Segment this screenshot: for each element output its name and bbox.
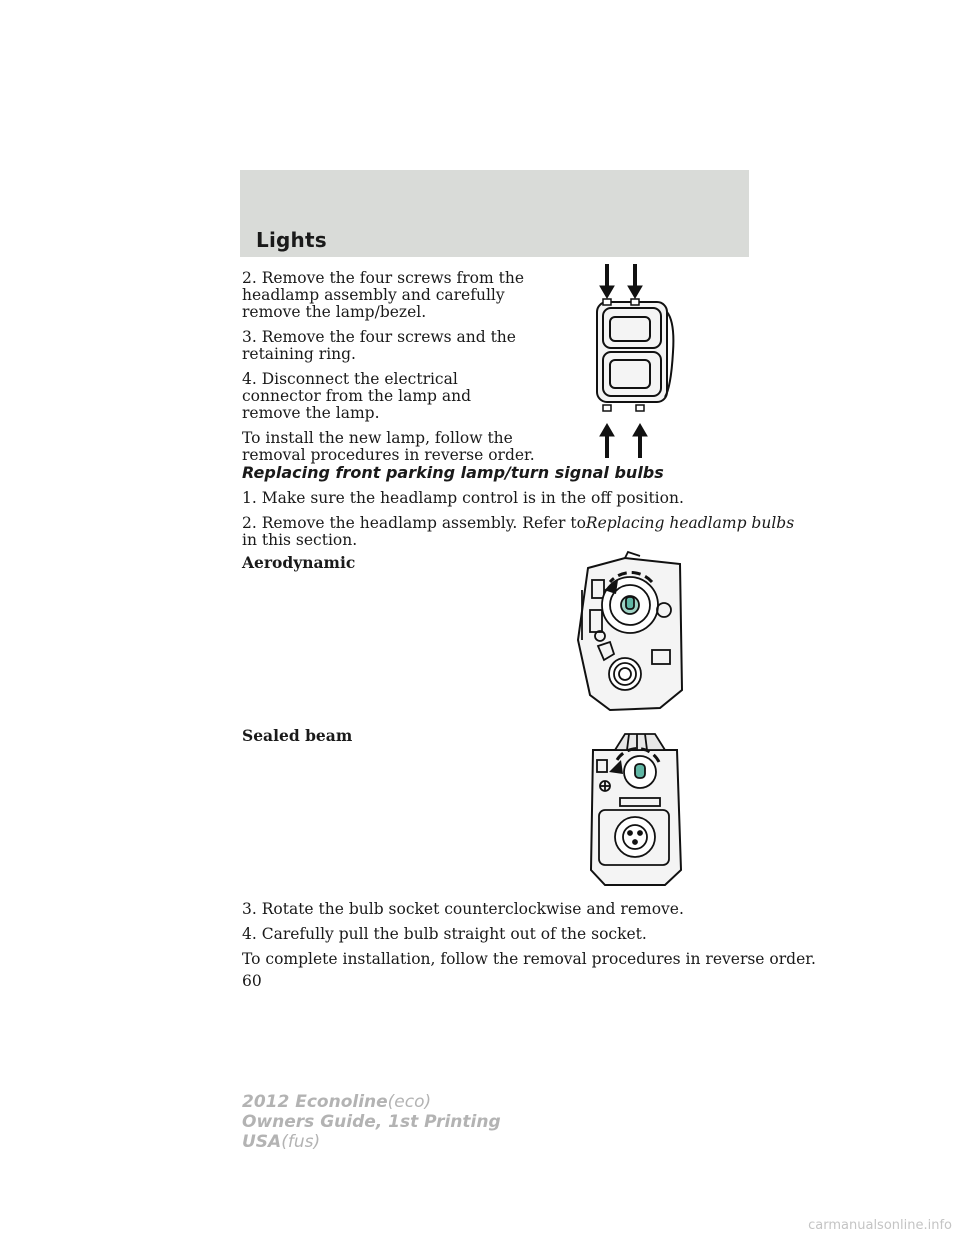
step3-line1: 3. Remove the four screws and the bbox=[242, 328, 516, 346]
watermark: carmanualsonline.info bbox=[808, 1218, 952, 1233]
footer-region: USA bbox=[242, 1132, 282, 1152]
subheading-parking-lamp: Replacing front parking lamp/turn signal bulbs bbox=[242, 463, 664, 482]
footer-line-3 bbox=[242, 1132, 501, 1152]
headlamp-screws-figure bbox=[585, 262, 685, 462]
sealed-beam-lamp-figure bbox=[585, 730, 685, 886]
instruction-reinstall: To complete installation, follow the removal procedures in reverse order. bbox=[242, 950, 816, 968]
footer-line-2: Owners Guide, 1st Printing bbox=[242, 1112, 501, 1132]
step4-line1: 4. Disconnect the electrical bbox=[242, 370, 458, 388]
instruction-step-4: 4. Carefully pull the bulb straight out of the socket. bbox=[242, 925, 647, 943]
instruction-step-1: 1. Make sure the headlamp control is in the off position. bbox=[242, 489, 684, 507]
document-footer bbox=[242, 1092, 501, 1152]
section-title: Lights bbox=[256, 228, 327, 252]
step4-line2: connector from the lamp and bbox=[242, 387, 472, 405]
instruction-step-3: 3. Rotate the bulb socket counterclockwise and remove. bbox=[242, 900, 684, 918]
step2-line1: 2. Remove the four screws from the bbox=[242, 269, 524, 287]
step4-line3: remove the lamp. bbox=[242, 404, 380, 422]
label-aerodynamic: Aerodynamic bbox=[242, 553, 356, 572]
install-line1: To install the new lamp, follow the bbox=[242, 429, 513, 447]
cross-reference-link: Replacing headlamp bulbs bbox=[585, 514, 795, 532]
step2-text: 2. Remove the headlamp assembly. Refer to bbox=[242, 514, 586, 532]
footer-region-code: (fus) bbox=[281, 1132, 321, 1152]
footer-model-code: (eco) bbox=[387, 1092, 432, 1112]
aerodynamic-lamp-figure bbox=[570, 550, 685, 718]
page-number: 60 bbox=[242, 972, 262, 990]
step3-line2: retaining ring. bbox=[242, 345, 356, 363]
footer-line-1 bbox=[242, 1092, 501, 1112]
step2-line2: headlamp assembly and carefully bbox=[242, 286, 505, 304]
footer-model: 2012 Econoline bbox=[242, 1092, 388, 1112]
section-header bbox=[240, 170, 749, 257]
instruction-step-2-cont: in this section. bbox=[242, 531, 358, 549]
instruction-step-2 bbox=[242, 515, 794, 532]
step2-line3: remove the lamp/bezel. bbox=[242, 303, 427, 321]
label-sealed-beam: Sealed beam bbox=[242, 726, 353, 745]
install-line2: removal procedures in reverse order. bbox=[242, 446, 535, 464]
